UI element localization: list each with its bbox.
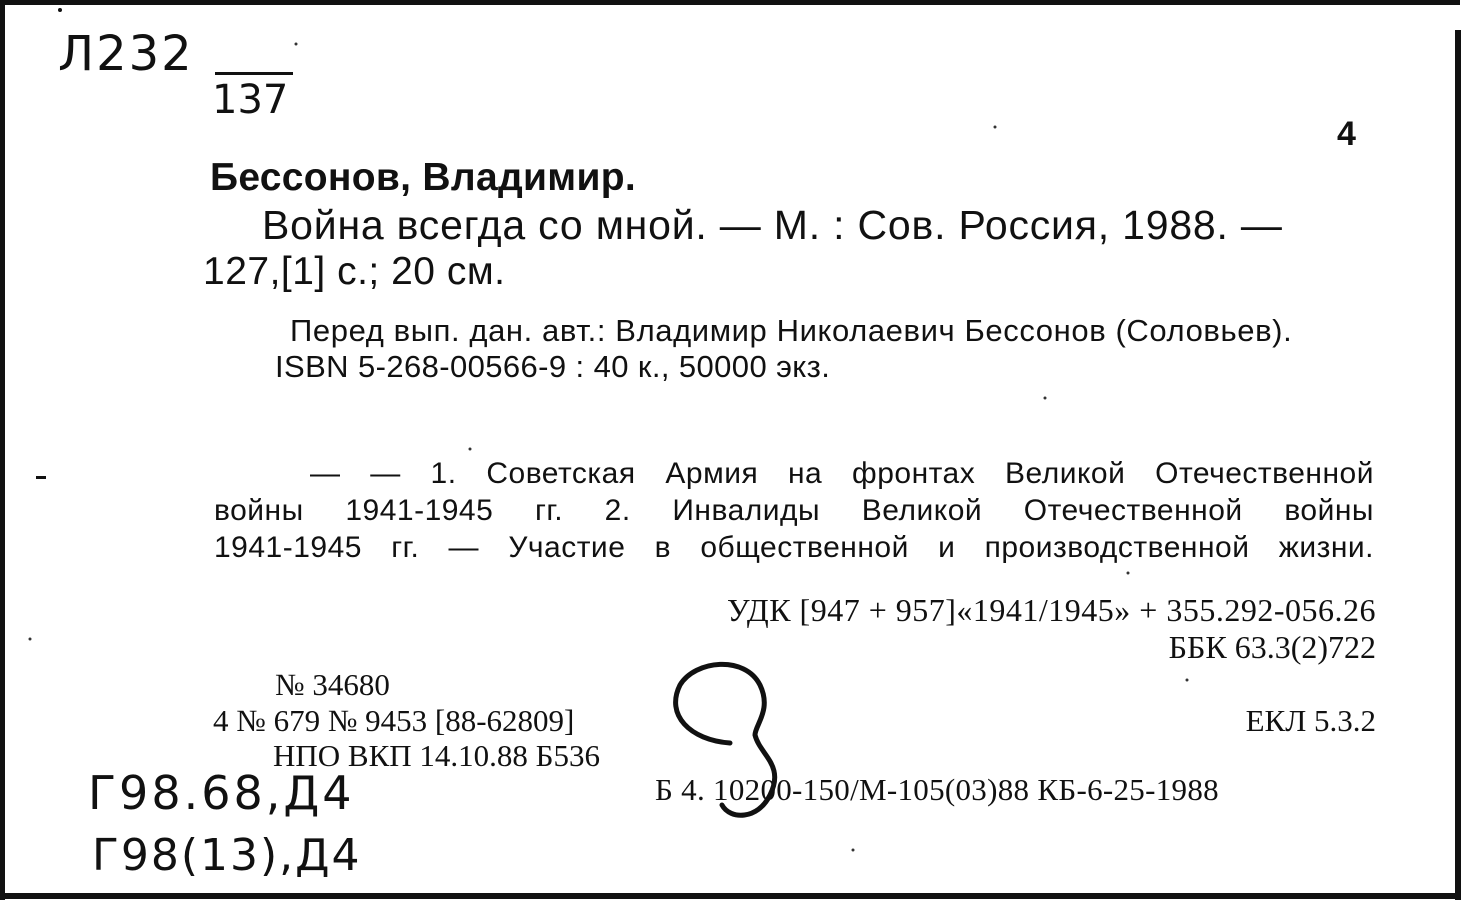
note-line: Перед вып. дан. авт.: Владимир Николаевич Бессонов (Соловьев). bbox=[290, 313, 1293, 348]
card-number: 4 bbox=[1337, 115, 1356, 153]
shelf-mark-fraction-bar bbox=[215, 72, 293, 75]
physical-description-line: 127,[1] с.; 20 см. bbox=[203, 250, 506, 293]
npo-line: НПО ВКП 14.10.88 Б536 bbox=[273, 738, 600, 773]
publisher-code-line: Б 4. 10200-150/М-105(03)88 КБ-6-25-1988 bbox=[655, 772, 1219, 807]
ekl-code: ЕКЛ 5.3.2 bbox=[1245, 703, 1376, 738]
isbn-line: ISBN 5-268-00566-9 : 40 к., 50000 экз. bbox=[275, 349, 831, 384]
udk-classification: УДК [947 + 957]«1941/1945» + 355.292-056.26 bbox=[726, 592, 1376, 628]
card-border-right bbox=[1455, 30, 1461, 900]
author-heading: Бессонов, Владимир. bbox=[210, 156, 636, 199]
order-line: 4 № 679 № 9453 [88-62809] bbox=[213, 703, 575, 738]
handwritten-loop-mark bbox=[660, 655, 800, 825]
handwritten-shelf-mark-denominator: 137 bbox=[212, 77, 289, 123]
subject-line: — — 1. Советская Армия на фронтах Великой Отечественной bbox=[310, 457, 1374, 490]
handwritten-class-mark-1: Г98.68,Д4 bbox=[88, 766, 355, 820]
card-border-top bbox=[0, 0, 1460, 5]
title-imprint-line: Война всегда со мной. — М. : Сов. Россия, 1988. — bbox=[262, 202, 1283, 248]
card-border-left bbox=[0, 0, 5, 900]
bbk-classification: ББК 63.3(2)722 bbox=[1168, 629, 1376, 665]
record-number: № 34680 bbox=[275, 667, 390, 702]
handwritten-class-mark-2: Г98(13),Д4 bbox=[92, 830, 362, 881]
subject-line: войны 1941-1945 гг. 2. Инвалиды Великой Отечественной войны bbox=[214, 494, 1374, 527]
card-border-bottom bbox=[0, 893, 1460, 899]
handwritten-shelf-mark: Л232 bbox=[58, 26, 194, 82]
subject-line: 1941-1945 гг. — Участие в общественной и производственной жизни. bbox=[214, 531, 1374, 564]
subject-headings bbox=[214, 455, 1374, 566]
